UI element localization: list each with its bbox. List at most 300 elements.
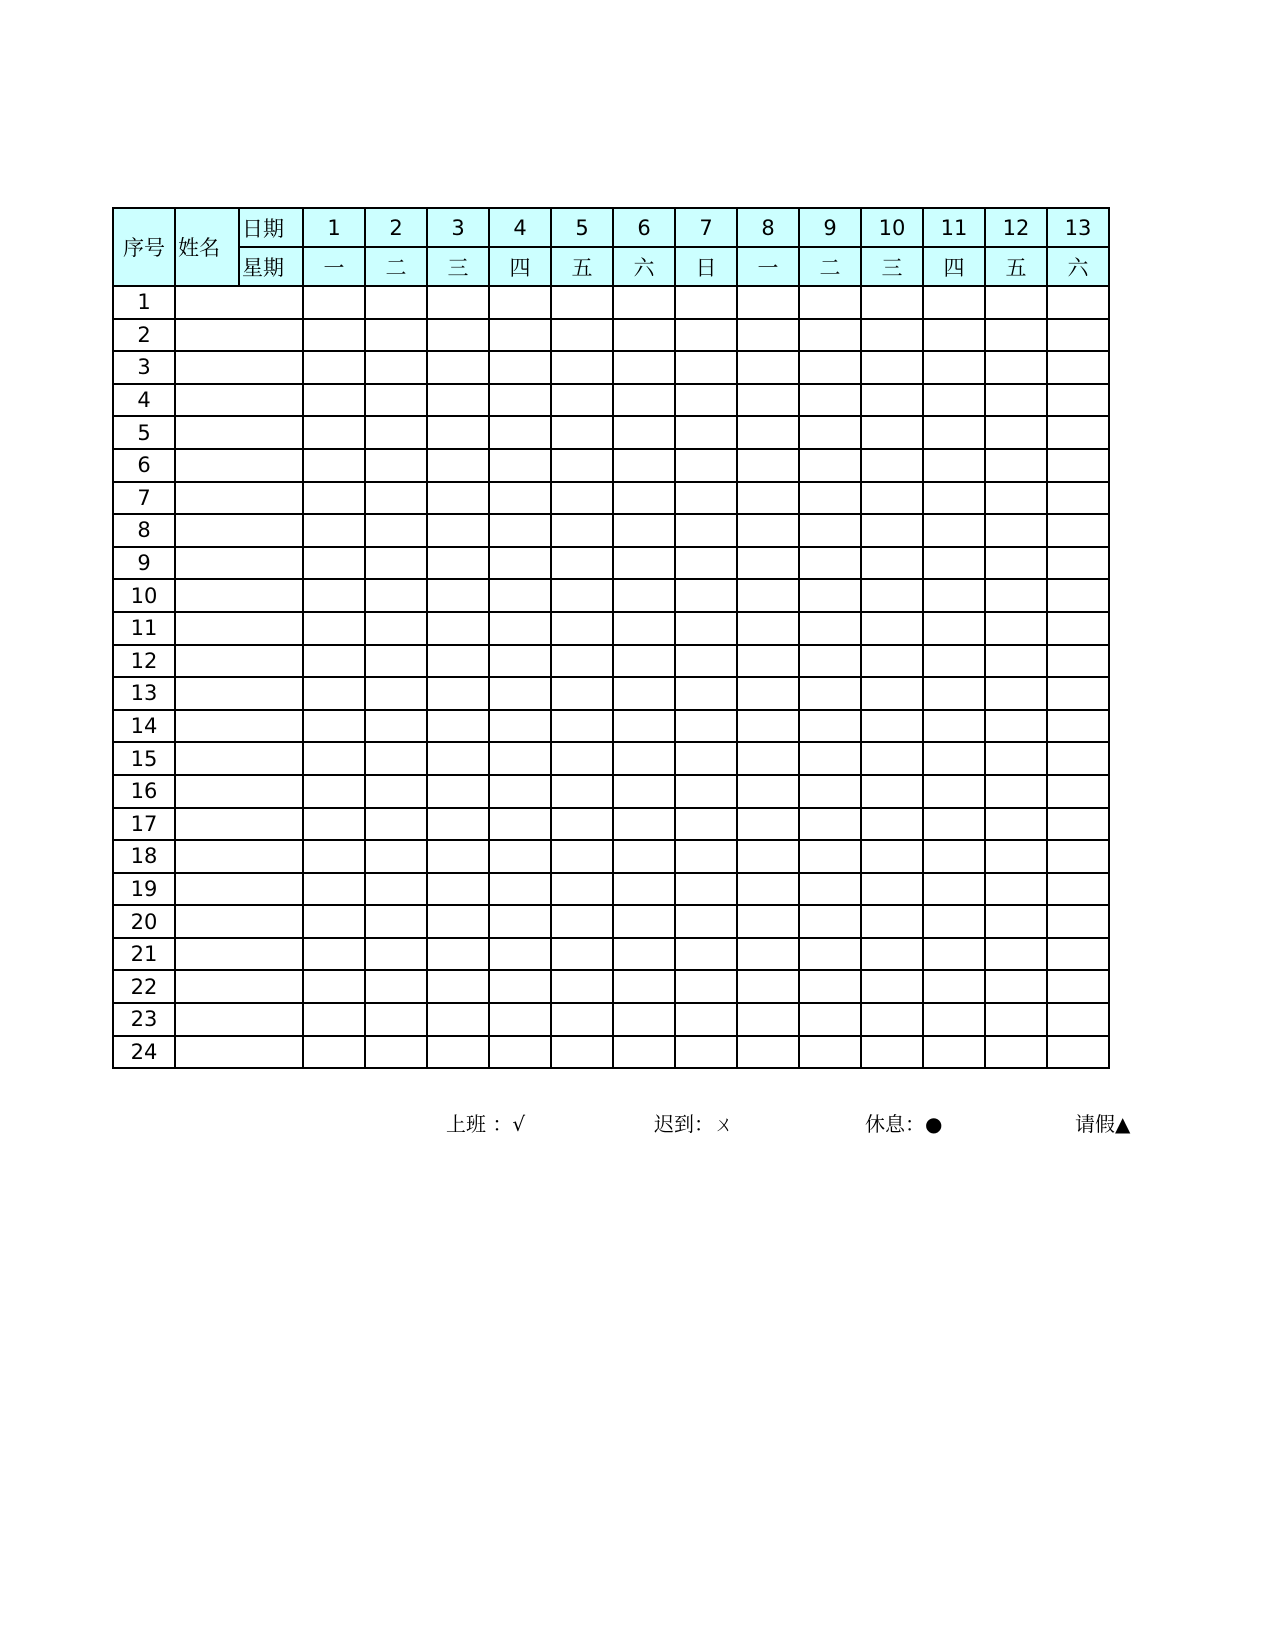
attendance-cell[interactable] [613, 547, 675, 580]
attendance-cell[interactable] [799, 905, 861, 938]
attendance-cell[interactable] [1047, 677, 1109, 710]
attendance-cell[interactable] [489, 840, 551, 873]
attendance-cell[interactable] [923, 775, 985, 808]
attendance-cell[interactable] [799, 645, 861, 678]
attendance-cell[interactable] [365, 873, 427, 906]
attendance-cell[interactable] [799, 416, 861, 449]
attendance-cell[interactable] [675, 579, 737, 612]
attendance-cell[interactable] [613, 514, 675, 547]
attendance-cell[interactable] [489, 677, 551, 710]
attendance-cell[interactable] [489, 514, 551, 547]
attendance-cell[interactable] [489, 645, 551, 678]
attendance-cell[interactable] [1047, 612, 1109, 645]
attendance-cell[interactable] [365, 970, 427, 1003]
attendance-cell[interactable] [427, 514, 489, 547]
attendance-cell[interactable] [923, 970, 985, 1003]
attendance-cell[interactable] [985, 482, 1047, 515]
attendance-cell[interactable] [427, 840, 489, 873]
attendance-cell[interactable] [613, 482, 675, 515]
attendance-cell[interactable] [1047, 808, 1109, 841]
attendance-cell[interactable] [427, 938, 489, 971]
attendance-cell[interactable] [737, 905, 799, 938]
attendance-cell[interactable] [489, 579, 551, 612]
attendance-cell[interactable] [365, 612, 427, 645]
attendance-cell[interactable] [737, 384, 799, 417]
attendance-cell[interactable] [737, 840, 799, 873]
attendance-cell[interactable] [489, 873, 551, 906]
attendance-cell[interactable] [303, 775, 365, 808]
attendance-cell[interactable] [1047, 905, 1109, 938]
attendance-cell[interactable] [427, 742, 489, 775]
attendance-cell[interactable] [985, 612, 1047, 645]
attendance-cell[interactable] [303, 612, 365, 645]
attendance-cell[interactable] [985, 905, 1047, 938]
attendance-cell[interactable] [427, 579, 489, 612]
attendance-cell[interactable] [799, 286, 861, 319]
attendance-cell[interactable] [1047, 840, 1109, 873]
attendance-cell[interactable] [303, 579, 365, 612]
name-cell[interactable] [175, 1036, 303, 1069]
attendance-cell[interactable] [303, 710, 365, 743]
attendance-cell[interactable] [427, 286, 489, 319]
attendance-cell[interactable] [799, 514, 861, 547]
attendance-cell[interactable] [1047, 710, 1109, 743]
attendance-cell[interactable] [737, 645, 799, 678]
attendance-cell[interactable] [737, 808, 799, 841]
attendance-cell[interactable] [365, 579, 427, 612]
attendance-cell[interactable] [985, 514, 1047, 547]
attendance-cell[interactable] [489, 1036, 551, 1069]
attendance-cell[interactable] [737, 1003, 799, 1036]
attendance-cell[interactable] [551, 905, 613, 938]
attendance-cell[interactable] [613, 775, 675, 808]
attendance-cell[interactable] [613, 840, 675, 873]
attendance-cell[interactable] [675, 677, 737, 710]
attendance-cell[interactable] [613, 938, 675, 971]
attendance-cell[interactable] [427, 1036, 489, 1069]
attendance-cell[interactable] [551, 970, 613, 1003]
name-cell[interactable] [175, 612, 303, 645]
attendance-cell[interactable] [861, 808, 923, 841]
attendance-cell[interactable] [861, 1003, 923, 1036]
attendance-cell[interactable] [675, 547, 737, 580]
attendance-cell[interactable] [799, 319, 861, 352]
attendance-cell[interactable] [303, 840, 365, 873]
attendance-cell[interactable] [613, 416, 675, 449]
attendance-cell[interactable] [427, 1003, 489, 1036]
attendance-cell[interactable] [799, 938, 861, 971]
attendance-cell[interactable] [923, 514, 985, 547]
attendance-cell[interactable] [1047, 482, 1109, 515]
attendance-cell[interactable] [985, 416, 1047, 449]
attendance-cell[interactable] [365, 808, 427, 841]
attendance-cell[interactable] [675, 808, 737, 841]
attendance-cell[interactable] [799, 1003, 861, 1036]
attendance-cell[interactable] [675, 384, 737, 417]
attendance-cell[interactable] [613, 645, 675, 678]
attendance-cell[interactable] [861, 482, 923, 515]
attendance-cell[interactable] [985, 970, 1047, 1003]
attendance-cell[interactable] [551, 384, 613, 417]
attendance-cell[interactable] [985, 384, 1047, 417]
attendance-cell[interactable] [799, 970, 861, 1003]
attendance-cell[interactable] [923, 286, 985, 319]
attendance-cell[interactable] [613, 286, 675, 319]
attendance-cell[interactable] [489, 384, 551, 417]
attendance-cell[interactable] [1047, 579, 1109, 612]
attendance-cell[interactable] [861, 840, 923, 873]
attendance-cell[interactable] [489, 286, 551, 319]
attendance-cell[interactable] [675, 970, 737, 1003]
attendance-cell[interactable] [737, 547, 799, 580]
attendance-cell[interactable] [799, 1036, 861, 1069]
attendance-cell[interactable] [551, 547, 613, 580]
attendance-cell[interactable] [551, 351, 613, 384]
attendance-cell[interactable] [365, 840, 427, 873]
attendance-cell[interactable] [613, 612, 675, 645]
attendance-cell[interactable] [675, 449, 737, 482]
attendance-cell[interactable] [923, 416, 985, 449]
attendance-cell[interactable] [675, 905, 737, 938]
attendance-cell[interactable] [799, 482, 861, 515]
attendance-cell[interactable] [985, 645, 1047, 678]
attendance-cell[interactable] [365, 905, 427, 938]
attendance-cell[interactable] [737, 319, 799, 352]
attendance-cell[interactable] [303, 416, 365, 449]
attendance-cell[interactable] [861, 514, 923, 547]
attendance-cell[interactable] [489, 938, 551, 971]
attendance-cell[interactable] [985, 775, 1047, 808]
attendance-cell[interactable] [551, 645, 613, 678]
name-cell[interactable] [175, 677, 303, 710]
attendance-cell[interactable] [613, 905, 675, 938]
attendance-cell[interactable] [303, 677, 365, 710]
attendance-cell[interactable] [923, 579, 985, 612]
name-cell[interactable] [175, 319, 303, 352]
attendance-cell[interactable] [799, 612, 861, 645]
name-cell[interactable] [175, 710, 303, 743]
attendance-cell[interactable] [1047, 286, 1109, 319]
attendance-cell[interactable] [489, 775, 551, 808]
attendance-cell[interactable] [923, 1036, 985, 1069]
attendance-cell[interactable] [737, 612, 799, 645]
attendance-cell[interactable] [861, 742, 923, 775]
attendance-cell[interactable] [985, 1036, 1047, 1069]
attendance-cell[interactable] [427, 808, 489, 841]
attendance-cell[interactable] [551, 677, 613, 710]
attendance-cell[interactable] [489, 905, 551, 938]
name-cell[interactable] [175, 579, 303, 612]
attendance-cell[interactable] [861, 319, 923, 352]
attendance-cell[interactable] [861, 905, 923, 938]
name-cell[interactable] [175, 384, 303, 417]
attendance-cell[interactable] [613, 808, 675, 841]
attendance-cell[interactable] [303, 1003, 365, 1036]
attendance-cell[interactable] [737, 938, 799, 971]
attendance-cell[interactable] [303, 905, 365, 938]
attendance-cell[interactable] [551, 1003, 613, 1036]
attendance-cell[interactable] [737, 710, 799, 743]
attendance-cell[interactable] [861, 579, 923, 612]
attendance-cell[interactable] [365, 1036, 427, 1069]
attendance-cell[interactable] [303, 645, 365, 678]
attendance-cell[interactable] [1047, 416, 1109, 449]
attendance-cell[interactable] [861, 351, 923, 384]
attendance-cell[interactable] [861, 677, 923, 710]
attendance-cell[interactable] [489, 808, 551, 841]
attendance-cell[interactable] [427, 645, 489, 678]
attendance-cell[interactable] [861, 286, 923, 319]
attendance-cell[interactable] [1047, 514, 1109, 547]
attendance-cell[interactable] [365, 677, 427, 710]
attendance-cell[interactable] [861, 547, 923, 580]
attendance-cell[interactable] [613, 742, 675, 775]
attendance-cell[interactable] [799, 579, 861, 612]
attendance-cell[interactable] [923, 905, 985, 938]
attendance-cell[interactable] [861, 873, 923, 906]
attendance-cell[interactable] [551, 514, 613, 547]
attendance-cell[interactable] [985, 677, 1047, 710]
attendance-cell[interactable] [1047, 1036, 1109, 1069]
name-cell[interactable] [175, 808, 303, 841]
attendance-cell[interactable] [551, 449, 613, 482]
attendance-cell[interactable] [303, 873, 365, 906]
attendance-cell[interactable] [489, 449, 551, 482]
attendance-cell[interactable] [365, 938, 427, 971]
attendance-cell[interactable] [489, 742, 551, 775]
attendance-cell[interactable] [675, 416, 737, 449]
attendance-cell[interactable] [365, 384, 427, 417]
attendance-cell[interactable] [551, 1036, 613, 1069]
attendance-cell[interactable] [737, 775, 799, 808]
attendance-cell[interactable] [675, 938, 737, 971]
attendance-cell[interactable] [489, 970, 551, 1003]
attendance-cell[interactable] [985, 710, 1047, 743]
attendance-cell[interactable] [923, 645, 985, 678]
attendance-cell[interactable] [365, 1003, 427, 1036]
attendance-cell[interactable] [675, 286, 737, 319]
name-cell[interactable] [175, 645, 303, 678]
attendance-cell[interactable] [303, 351, 365, 384]
attendance-cell[interactable] [923, 840, 985, 873]
attendance-cell[interactable] [675, 514, 737, 547]
attendance-cell[interactable] [365, 547, 427, 580]
attendance-cell[interactable] [303, 1036, 365, 1069]
attendance-cell[interactable] [799, 351, 861, 384]
attendance-cell[interactable] [551, 808, 613, 841]
attendance-cell[interactable] [489, 612, 551, 645]
attendance-cell[interactable] [985, 579, 1047, 612]
attendance-cell[interactable] [613, 970, 675, 1003]
name-cell[interactable] [175, 286, 303, 319]
attendance-cell[interactable] [365, 775, 427, 808]
name-cell[interactable] [175, 351, 303, 384]
attendance-cell[interactable] [861, 384, 923, 417]
attendance-cell[interactable] [799, 873, 861, 906]
attendance-cell[interactable] [861, 1036, 923, 1069]
attendance-cell[interactable] [675, 873, 737, 906]
attendance-cell[interactable] [489, 547, 551, 580]
attendance-cell[interactable] [985, 1003, 1047, 1036]
attendance-cell[interactable] [551, 286, 613, 319]
attendance-cell[interactable] [613, 1003, 675, 1036]
attendance-cell[interactable] [613, 677, 675, 710]
attendance-cell[interactable] [613, 873, 675, 906]
attendance-cell[interactable] [427, 384, 489, 417]
attendance-cell[interactable] [427, 449, 489, 482]
attendance-cell[interactable] [985, 840, 1047, 873]
attendance-cell[interactable] [799, 742, 861, 775]
attendance-cell[interactable] [303, 384, 365, 417]
attendance-cell[interactable] [675, 840, 737, 873]
attendance-cell[interactable] [551, 710, 613, 743]
attendance-cell[interactable] [923, 319, 985, 352]
attendance-cell[interactable] [985, 938, 1047, 971]
attendance-cell[interactable] [799, 808, 861, 841]
attendance-cell[interactable] [613, 449, 675, 482]
attendance-cell[interactable] [923, 808, 985, 841]
attendance-cell[interactable] [861, 416, 923, 449]
attendance-cell[interactable] [675, 482, 737, 515]
attendance-cell[interactable] [551, 742, 613, 775]
attendance-cell[interactable] [737, 351, 799, 384]
attendance-cell[interactable] [303, 742, 365, 775]
name-cell[interactable] [175, 482, 303, 515]
attendance-cell[interactable] [799, 710, 861, 743]
attendance-cell[interactable] [303, 547, 365, 580]
attendance-cell[interactable] [675, 1036, 737, 1069]
attendance-cell[interactable] [551, 775, 613, 808]
name-cell[interactable] [175, 514, 303, 547]
attendance-cell[interactable] [551, 938, 613, 971]
attendance-cell[interactable] [737, 873, 799, 906]
attendance-cell[interactable] [1047, 351, 1109, 384]
attendance-cell[interactable] [613, 1036, 675, 1069]
attendance-cell[interactable] [303, 286, 365, 319]
attendance-cell[interactable] [923, 938, 985, 971]
attendance-cell[interactable] [861, 612, 923, 645]
attendance-cell[interactable] [737, 677, 799, 710]
attendance-cell[interactable] [303, 808, 365, 841]
attendance-cell[interactable] [365, 351, 427, 384]
attendance-cell[interactable] [365, 645, 427, 678]
attendance-cell[interactable] [985, 319, 1047, 352]
attendance-cell[interactable] [427, 547, 489, 580]
attendance-cell[interactable] [1047, 384, 1109, 417]
attendance-cell[interactable] [427, 710, 489, 743]
attendance-cell[interactable] [861, 970, 923, 1003]
attendance-cell[interactable] [737, 579, 799, 612]
attendance-cell[interactable] [613, 351, 675, 384]
attendance-cell[interactable] [799, 677, 861, 710]
attendance-cell[interactable] [1047, 319, 1109, 352]
attendance-cell[interactable] [303, 938, 365, 971]
attendance-cell[interactable] [923, 677, 985, 710]
attendance-cell[interactable] [365, 286, 427, 319]
attendance-cell[interactable] [1047, 1003, 1109, 1036]
attendance-cell[interactable] [365, 514, 427, 547]
name-cell[interactable] [175, 970, 303, 1003]
name-cell[interactable] [175, 1003, 303, 1036]
attendance-cell[interactable] [675, 612, 737, 645]
attendance-cell[interactable] [1047, 449, 1109, 482]
attendance-cell[interactable] [303, 970, 365, 1003]
attendance-cell[interactable] [365, 416, 427, 449]
attendance-cell[interactable] [303, 514, 365, 547]
attendance-cell[interactable] [1047, 547, 1109, 580]
attendance-cell[interactable] [923, 384, 985, 417]
attendance-cell[interactable] [427, 775, 489, 808]
attendance-cell[interactable] [303, 449, 365, 482]
attendance-cell[interactable] [303, 482, 365, 515]
attendance-cell[interactable] [489, 482, 551, 515]
attendance-cell[interactable] [675, 742, 737, 775]
attendance-cell[interactable] [985, 449, 1047, 482]
attendance-cell[interactable] [923, 710, 985, 743]
attendance-cell[interactable] [613, 579, 675, 612]
attendance-cell[interactable] [551, 579, 613, 612]
attendance-cell[interactable] [427, 319, 489, 352]
attendance-cell[interactable] [923, 547, 985, 580]
name-cell[interactable] [175, 416, 303, 449]
attendance-cell[interactable] [737, 742, 799, 775]
attendance-cell[interactable] [427, 970, 489, 1003]
attendance-cell[interactable] [923, 742, 985, 775]
attendance-cell[interactable] [861, 645, 923, 678]
attendance-cell[interactable] [303, 319, 365, 352]
attendance-cell[interactable] [737, 514, 799, 547]
attendance-cell[interactable] [1047, 970, 1109, 1003]
attendance-cell[interactable] [551, 416, 613, 449]
attendance-cell[interactable] [799, 775, 861, 808]
attendance-cell[interactable] [1047, 873, 1109, 906]
attendance-cell[interactable] [489, 319, 551, 352]
attendance-cell[interactable] [551, 319, 613, 352]
attendance-cell[interactable] [551, 840, 613, 873]
attendance-cell[interactable] [427, 873, 489, 906]
attendance-cell[interactable] [985, 742, 1047, 775]
attendance-cell[interactable] [923, 482, 985, 515]
attendance-cell[interactable] [799, 384, 861, 417]
attendance-cell[interactable] [427, 677, 489, 710]
attendance-cell[interactable] [551, 873, 613, 906]
attendance-cell[interactable] [675, 351, 737, 384]
attendance-cell[interactable] [675, 645, 737, 678]
attendance-cell[interactable] [489, 710, 551, 743]
attendance-cell[interactable] [675, 710, 737, 743]
attendance-cell[interactable] [489, 351, 551, 384]
name-cell[interactable] [175, 449, 303, 482]
attendance-cell[interactable] [365, 319, 427, 352]
attendance-cell[interactable] [1047, 775, 1109, 808]
attendance-cell[interactable] [737, 1036, 799, 1069]
name-cell[interactable] [175, 873, 303, 906]
attendance-cell[interactable] [985, 547, 1047, 580]
attendance-cell[interactable] [737, 286, 799, 319]
attendance-cell[interactable] [675, 319, 737, 352]
name-cell[interactable] [175, 905, 303, 938]
attendance-cell[interactable] [365, 449, 427, 482]
attendance-cell[interactable] [427, 905, 489, 938]
attendance-cell[interactable] [861, 449, 923, 482]
attendance-cell[interactable] [861, 775, 923, 808]
attendance-cell[interactable] [613, 710, 675, 743]
name-cell[interactable] [175, 775, 303, 808]
attendance-cell[interactable] [675, 1003, 737, 1036]
attendance-cell[interactable] [613, 384, 675, 417]
attendance-cell[interactable] [985, 286, 1047, 319]
name-cell[interactable] [175, 742, 303, 775]
